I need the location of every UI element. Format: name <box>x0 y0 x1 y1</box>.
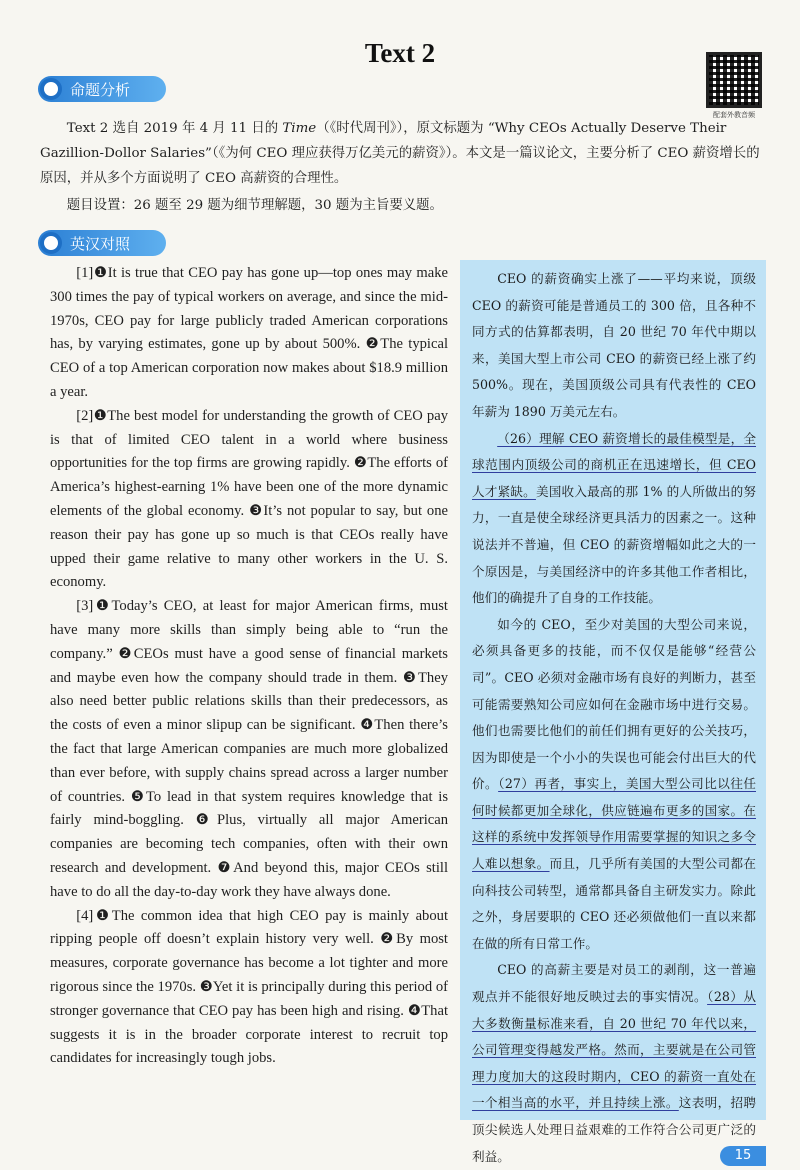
chinese-paragraph-3: 如今的 CEO，至少对美国的大型公司来说，必须具备更多的技能，而不仅仅是能够“经营公司”。CEO 必须对金融市场有良好的判断力，甚至可能需要熟知公司应如何在金融市场中进行交易。他们也需要比他们的前任们拥有更好的公关技巧，因为即使是一个小小的失误也可能会付出巨大的代价。（27）再者，事实上，美国大型公司比以往任何时候都更加全球化，供应链遍布更多的国家。在这样的系统中发挥领导作用需要掌握的知识之多令人难以想象。而且，几乎所有美国的大型公司都在向科技公司转型，通常都具备自主研发实力。除此之外，身居要职的 CEO 还必须做他们一直以来都在做的所有日常工作。 <box>472 616 757 951</box>
section-banner-bilingual <box>38 230 166 256</box>
qr-label: 配套外教音频 <box>713 111 755 119</box>
section-label-analysis: 命题分析 <box>70 80 131 99</box>
english-paragraph-4: [4]❶The common idea that high CEO pay is mainly about ripping people off doesn’t explain history very well. ❷By most measures, corporate governance has become a lot tighter and more rigorous since the 1970s. ❸Yet it is principally during this period of stronger governance that CEO pay has been high and rising. ❹That suggests it is in the broader corporate interest to recruit top candidates for increasingly tough jobs. <box>50 907 448 1067</box>
underlined-answer-28: （28）从大多数衡量标准来看，自 20 世纪 70 年代以来，公司管理变得越发严格。然而，主要就是在公司管理力度加大的这段时期内，CEO 的薪资一直处在一个相当高的水平，并且持续上涨。 <box>472 989 756 1111</box>
section-banner-analysis <box>38 76 166 102</box>
section-label-bilingual: 英汉对照 <box>70 234 131 253</box>
chinese-paragraph-2: （26）理解 CEO 薪资增长的最佳模型是，全球范围内顶级公司的商机正在迅速增长，但 CEO 人才紧缺。美国收入最高的那 1% 的人所做出的努力，一直是使全球经济更具活力的因素之一。这种说法并不普遍，但 CEO 的薪资增幅如此之大的一个原因是，与美国经济中的许多其他工作者相比，他们的确提升了自身的工作技能。 <box>472 430 756 606</box>
chinese-paragraph-4: CEO 的高薪主要是对员工的剥削，这一普遍观点并不能很好地反映过去的事实情况。（28）从大多数衡量标准来看，自 20 世纪 70 年代以来，公司管理变得越发严格。然而，主要就是在公司管理力度加大的这段时期内，CEO 的薪资一直处在一个相当高的水平，并且持续上涨。这表明，招聘顶尖候选人处理日益艰难的工作符合公司更广泛的利益。 <box>472 962 757 1164</box>
ring-icon <box>40 78 62 100</box>
chinese-paragraph-1: CEO 的薪资确实上涨了——平均来说，顶级 CEO 的薪资可能是普通员工的 300 倍，且各种不同方式的估算都表明，自 20 世纪 70 年代中期以来，美国大型上市公司 CEO 的薪资已经上涨了约 500%。现在，美国顶级公司具有代表性的 CEO 年薪为 1890 万美元左右。 <box>472 271 756 419</box>
analysis-paragraph: Text 2 选自 2019 年 4 月 11 日的 Time（《时代周刊》），原文标题为 “Why CEOs Actually Deserve Their Gazillion-Dollor Salaries”（《为何 CEO 理应获得万亿美元的薪资》）。本文是一篇议论文，主要分析了 CEO 薪资增长的原因，并从多个方面说明了 CEO 高薪资的合理性。 <box>40 121 760 186</box>
ring-icon <box>40 232 62 254</box>
page-number: 15 <box>720 1146 766 1166</box>
english-column <box>50 262 448 1071</box>
underlined-answer-27: （27）再者，事实上，美国大型公司比以往任何时候都更加全球化，供应链遍布更多的国家。在这样的系统中发挥领导作用需要掌握的知识之多令人难以想象。 <box>472 776 756 872</box>
qr-code[interactable] <box>706 52 762 108</box>
english-paragraph-2: [2]❶The best model for understanding the growth of CEO pay is that of limited CEO talent in a world where business opportunities for the top firms are growing rapidly. ❷The efforts of America’s highest-earning 1% have been one of the more dynamic elements of the global economy. ❸It’s not popular to say, but one reason their pay has gone up so much is that CEOs really have upped their game relative to many other workers in the U. S. economy. <box>50 407 448 591</box>
analysis-text <box>40 116 768 218</box>
question-setup: 题目设置：26 题至 29 题为细节理解题，30 题为主旨要义题。 <box>66 198 443 213</box>
underlined-answer-26: （26）理解 CEO 薪资增长的最佳模型是，全球范围内顶级公司的商机正在迅速增长，但 CEO 人才紧缺。 <box>472 430 756 499</box>
english-paragraph-1: [1]❶It is true that CEO pay has gone up—top ones may make 300 times the pay of typical workers on average, and since the mid-1970s, CEO pay for large publicly traded American corporations has, by varying estimates, gone up by about 500%. ❷The typical CEO of a top American corporation now makes about $18.9 million a year. <box>50 265 448 400</box>
english-paragraph-3: [3]❶Today’s CEO, at least for major American firms, must have many more skills than simply being able to “run the company.” ❷CEOs must have a good sense of financial markets and maybe even how the company should trade in them. ❸They also need better public relations skills than their predecessors, as the costs of even a minor slipup can be significant. ❹Then there’s the fact that large American companies are much more globalized than ever before, with supply chains spread across a larger number of countries. ❺To lead in that system requires knowledge that is fairly mind-boggling. ❻Plus, virtually all major American companies are becoming tech companies, often with their own research and development. ❼And beyond this, major CEOs still have to do all the day-to-day work they have always done. <box>50 598 448 900</box>
page-title: Text 2 <box>364 38 436 68</box>
